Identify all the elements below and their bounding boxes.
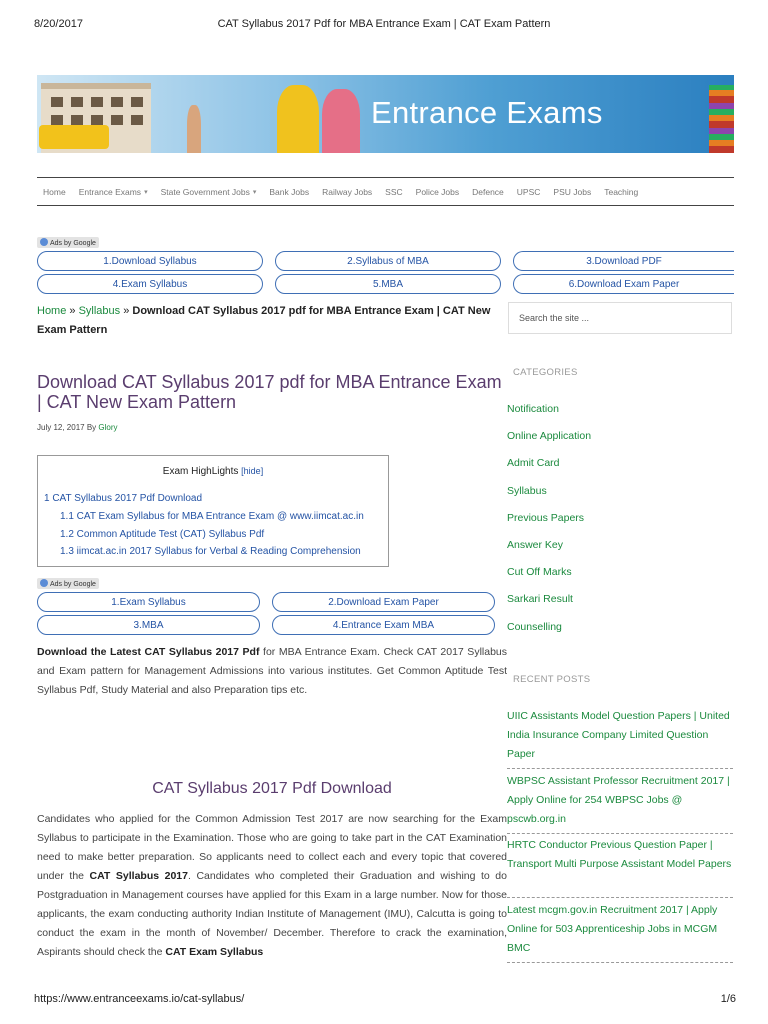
breadcrumb: Home » Syllabus » Download CAT Syllabus 2017 pdf for MBA Entrance Exam | CAT New Exam Pattern bbox=[37, 305, 491, 336]
ad-link-button[interactable]: 4.Entrance Exam MBA bbox=[272, 615, 495, 635]
ads-by-google-label[interactable]: Ads by Google bbox=[37, 578, 99, 589]
main-nav bbox=[37, 177, 734, 206]
nav-police-jobs[interactable]: Police Jobs bbox=[415, 186, 460, 197]
nav-home[interactable]: Home bbox=[43, 186, 66, 197]
category-link[interactable]: Syllabus bbox=[507, 485, 547, 497]
nav-ssc[interactable]: SSC bbox=[385, 186, 403, 197]
ads-by-google-label[interactable]: Ads by Google bbox=[37, 237, 99, 248]
toc-title: Exam HighLights bbox=[162, 466, 239, 477]
toc-item[interactable]: 1.1 CAT Exam Syllabus for MBA Entrance Exam @ www.iimcat.ac.in bbox=[60, 511, 364, 522]
nav-railway-jobs[interactable]: Railway Jobs bbox=[322, 186, 373, 197]
breadcrumb-home-link[interactable]: Home bbox=[37, 305, 67, 317]
nav-defence[interactable]: Defence bbox=[472, 186, 504, 197]
section-heading: CAT Syllabus 2017 Pdf Download bbox=[152, 780, 392, 797]
category-link[interactable]: Counselling bbox=[507, 621, 562, 633]
category-link[interactable]: Cut Off Marks bbox=[507, 566, 572, 578]
ad-link-button[interactable]: 1.Download Syllabus bbox=[37, 251, 263, 271]
nav-entrance-exams[interactable]: Entrance Exams bbox=[78, 186, 142, 197]
recent-post-link[interactable]: WBPSC Assistant Professor Recruitment 2017 | Apply Online for 254 WBPSC Jobs @ pscwb.org.in bbox=[507, 772, 733, 834]
nav-bank-jobs[interactable]: Bank Jobs bbox=[269, 186, 310, 197]
student-figure-image bbox=[322, 89, 360, 153]
ad-link-button[interactable]: 6.Download Exam Paper bbox=[513, 274, 734, 294]
recent-posts-heading: RECENT POSTS bbox=[513, 674, 591, 685]
ad-link-button[interactable]: 5.MBA bbox=[275, 274, 501, 294]
nav-state-government-jobs[interactable]: State Government Jobs bbox=[160, 186, 250, 197]
toc-item[interactable]: 1 CAT Syllabus 2017 Pdf Download bbox=[44, 493, 203, 504]
category-link[interactable]: Answer Key bbox=[507, 539, 564, 551]
nav-psu-jobs[interactable]: PSU Jobs bbox=[553, 186, 592, 197]
site-banner[interactable] bbox=[37, 75, 734, 153]
author-link[interactable]: Glory bbox=[98, 423, 118, 432]
recent-post-link[interactable]: HRTC Conductor Previous Question Paper | Transport Multi Purpose Assistant Model Papers bbox=[507, 836, 733, 898]
ad-link-button[interactable]: 2.Download Exam Paper bbox=[272, 592, 495, 612]
toc-item[interactable]: 1.2 Common Aptitude Test (CAT) Syllabus Pdf bbox=[60, 529, 265, 540]
chevron-down-icon: ▾ bbox=[144, 188, 148, 196]
print-url: https://www.entranceexams.io/cat-syllabus/ bbox=[34, 993, 245, 1005]
recent-post-link[interactable]: Latest mcgm.gov.in Recruitment 2017 | Apply Online for 503 Apprenticeship Jobs in MCGM BMC bbox=[507, 901, 733, 963]
breadcrumb-syllabus-link[interactable]: Syllabus bbox=[78, 305, 121, 317]
breadcrumb-current: Download CAT Syllabus 2017 pdf for MBA Entrance Exam | CAT New Exam Pattern bbox=[37, 305, 491, 336]
category-link[interactable]: Previous Papers bbox=[507, 512, 585, 524]
ad-link-button[interactable]: 1.Exam Syllabus bbox=[37, 592, 260, 612]
chevron-down-icon: ▾ bbox=[252, 188, 257, 196]
nav-teaching[interactable]: Teaching bbox=[604, 186, 639, 197]
toc-item[interactable]: 1.3 iimcat.ac.in 2017 Syllabus for Verbal & Reading Comprehension bbox=[60, 546, 361, 557]
student-figure-image bbox=[277, 85, 319, 153]
toc-hide-link[interactable]: [hide] bbox=[241, 466, 264, 476]
print-date: 8/20/2017 bbox=[34, 18, 83, 30]
ad-link-button[interactable]: 2.Syllabus of MBA bbox=[275, 251, 501, 271]
category-link[interactable]: Notification bbox=[507, 403, 559, 415]
school-bus-image bbox=[39, 125, 109, 149]
ad-link-button[interactable]: 3.Download PDF bbox=[513, 251, 734, 271]
table-of-contents bbox=[37, 455, 389, 567]
print-header bbox=[0, 18, 768, 32]
category-link[interactable]: Sarkari Result bbox=[507, 593, 573, 605]
intro-paragraph: Download the Latest CAT Syllabus 2017 Pdf for MBA Entrance Exam. Check CAT 2017 Syllabus and Exam pattern for Management Admissions into various institutes. Get Common Aptitude Test Syllabus Pdf, Study Material and also Preparation tips etc. bbox=[37, 646, 507, 696]
page-number: 1/6 bbox=[720, 993, 736, 1005]
post-date: July 12, 2017 bbox=[37, 423, 85, 432]
category-link[interactable]: Online Application bbox=[507, 430, 592, 442]
post-meta: July 12, 2017 By Glory bbox=[37, 423, 118, 432]
page-title: Download CAT Syllabus 2017 pdf for MBA Entrance Exam | CAT New Exam Pattern bbox=[37, 372, 502, 412]
book-stack-image bbox=[709, 85, 734, 153]
recent-post-link[interactable]: UIIC Assistants Model Question Papers | United India Insurance Company Limited Question Paper bbox=[507, 707, 733, 769]
category-link[interactable]: Admit Card bbox=[507, 457, 560, 469]
student-figure-image bbox=[187, 105, 201, 153]
ad-link-button[interactable]: 4.Exam Syllabus bbox=[37, 274, 263, 294]
nav-upsc[interactable]: UPSC bbox=[516, 186, 541, 197]
print-title: CAT Syllabus 2017 Pdf for MBA Entrance Exam | CAT Exam Pattern bbox=[217, 18, 551, 30]
body-paragraph: Candidates who applied for the Common Admission Test 2017 are now searching for the Exam Syllabus to participate in the Examination. Those who are going to take part in the CAT Examination need to make better preparation. So applicants need to collect each and every topic that covered under the CAT Syllabus 2017. Candidates who completed their Graduation and wishing to do Postgraduation in Management courses have applied for this Exam in a large number. Now for those applicants, the exam conducting authority Indian Institute of Management (IMU), Calcutta is going to conduct the exam in the month of November/ December. Therefore to crack the examination, Aspirants should check the CAT Exam Syllabus bbox=[37, 813, 507, 958]
ad-link-button[interactable]: 3.MBA bbox=[37, 615, 260, 635]
site-logo-text: Entrance Exams bbox=[371, 95, 603, 130]
categories-heading: CATEGORIES bbox=[513, 367, 578, 378]
info-icon bbox=[40, 238, 48, 246]
info-icon bbox=[40, 579, 48, 587]
search-input[interactable]: Search the site ... bbox=[508, 302, 732, 334]
